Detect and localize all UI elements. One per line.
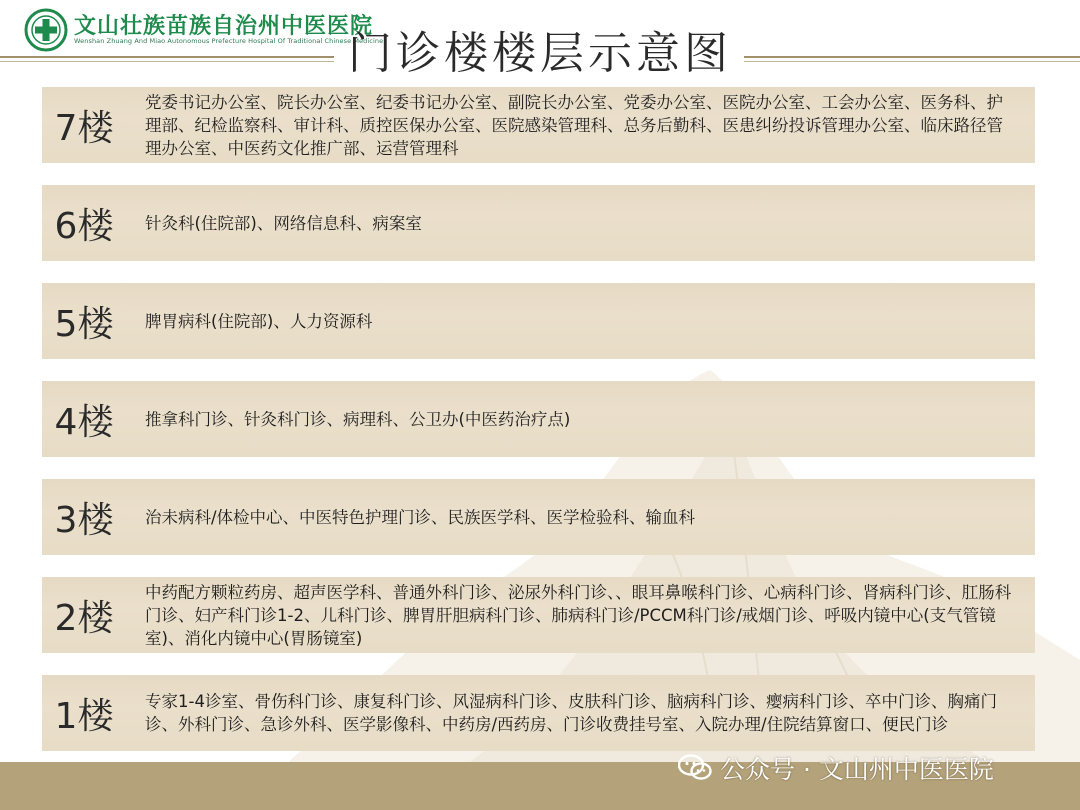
floor-departments-text: 脾胃病科(住院部)、人力资源科 xyxy=(145,311,373,331)
floor-label: 5楼 xyxy=(54,303,114,345)
floor-list xyxy=(42,87,1035,751)
floor-row-3 xyxy=(42,479,1035,555)
floor-row-1 xyxy=(42,675,1035,751)
hospital-name: 文山壮族苗族自治州中医医院 xyxy=(74,14,374,39)
hospital-name-english: Wenshan Zhuang And Miao Autonomous Prefecture Hospital Of Traditional Chinese Medicine xyxy=(74,37,384,45)
floor-departments xyxy=(145,283,1017,359)
title-rule-right xyxy=(744,56,1080,58)
floor-departments-text: 治未病科/体检中心、中医特色护理门诊、民族医学科、医学检验科、输血科 xyxy=(145,507,696,527)
floor-label: 7楼 xyxy=(54,107,114,149)
floor-departments-text: 针灸科(住院部)、网络信息科、病案室 xyxy=(145,213,422,233)
floor-label: 1楼 xyxy=(54,695,114,737)
floor-departments xyxy=(145,87,1017,163)
floor-departments-text: 推拿科门诊、针灸科门诊、病理科、公卫办(中医药治疗点) xyxy=(145,409,571,429)
wechat-icon xyxy=(678,754,712,782)
title-rule-right-thin xyxy=(744,61,1080,62)
floor-label: 4楼 xyxy=(54,401,114,443)
floor-label: 2楼 xyxy=(54,597,114,639)
title-rule-left xyxy=(0,56,334,58)
watermark-text: 公众号 · 文山州中医医院 xyxy=(720,755,994,784)
floor-row-7 xyxy=(42,87,1035,163)
floor-departments xyxy=(145,577,1017,653)
page-title: 门诊楼楼层示意图 xyxy=(348,28,732,79)
floor-row-2 xyxy=(42,577,1035,653)
floor-departments xyxy=(145,381,1017,457)
page-header xyxy=(0,0,1080,88)
floor-departments xyxy=(145,675,1017,751)
floor-label: 6楼 xyxy=(54,205,114,247)
wechat-watermark xyxy=(678,748,994,788)
floor-row-6 xyxy=(42,185,1035,261)
floor-departments-text: 中药配方颗粒药房、超声医学科、普通外科门诊、泌尿外科门诊、、眼耳鼻喉科门诊、心病科门诊、肾病科门诊、肛肠科门诊、妇产科门诊1-2、儿科门诊、脾胃肝胆病科门诊、肺病科门诊/PCCM科门诊/戒烟门诊、呼吸内镜中心(支气管镜室)、消化内镜中心(胃肠镜室) xyxy=(145,582,1012,648)
floor-label: 3楼 xyxy=(54,499,114,541)
hospital-logo-icon xyxy=(24,8,68,52)
floor-row-4 xyxy=(42,381,1035,457)
floor-departments-text: 专家1-4诊室、骨伤科门诊、康复科门诊、风湿病科门诊、皮肤科门诊、脑病科门诊、瘿病科门诊、卒中门诊、胸痛门诊、外科门诊、急诊外科、医学影像科、中药房/西药房、门诊收费挂号室、入院办理/住院结算窗口、便民门诊 xyxy=(145,692,997,734)
floor-departments xyxy=(145,479,1017,555)
floor-departments-text: 党委书记办公室、院长办公室、纪委书记办公室、副院长办公室、党委办公室、医院办公室、工会办公室、医务科、护理部、纪检监察科、审计科、质控医保办公室、医院感染管理科、总务后勤科、医患纠纷投诉管理办公室、临床路径管理办公室、中医药文化推广部、运营管理科 xyxy=(145,92,1003,158)
floor-departments xyxy=(145,185,1017,261)
title-rule-left-thin xyxy=(0,61,334,62)
floor-row-5 xyxy=(42,283,1035,359)
